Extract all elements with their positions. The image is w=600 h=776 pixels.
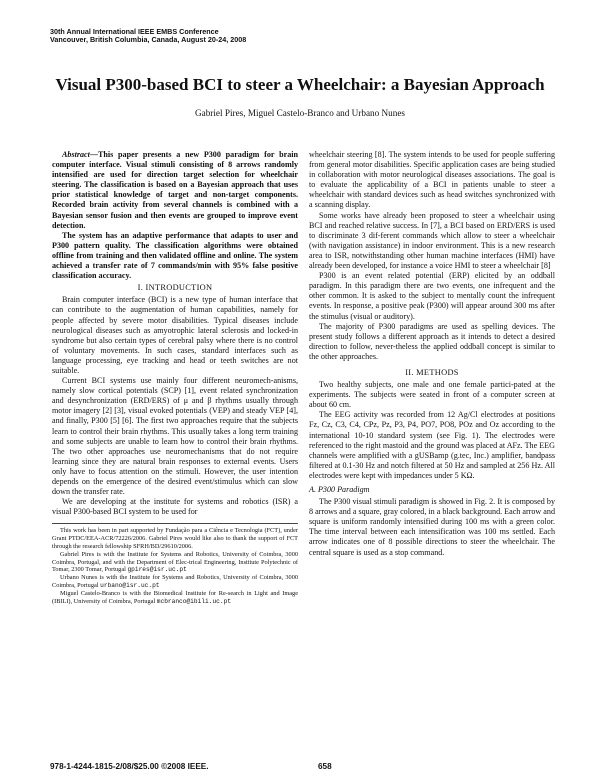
footnote-author-pires xyxy=(52,551,298,574)
paper-authors: Gabriel Pires, Miguel Castelo-Branco and Urbano Nunes xyxy=(195,108,405,118)
footer-isbn: 978-1-4244-1815-2/08/$25.00 ©2008 IEEE. xyxy=(50,762,209,771)
intro-paragraph-2: Current BCI systems use mainly four different neuromech-anisms, namely slow cortical potentials (SCP) [1], event related synchronization and desynchronization (ERD/ERS) of μ and β rhythms usually through motor imagery [2] [3], visual evoked potentials (VEP) and steady VEP [4], and finally, P300 [5] [6]. The first two approaches require that the subjects learn to control their brain rhythms. This usually takes a long term training and some subjects are unable to learn how to control their brain rhythms. The two other approaches use neuromechanisms that do not require learning since they are natural brain responses to external events. Users only have to focus attention on the stimuli. However, the user intention depends on the emergence of the desired event/stimulus which can slow down the transfer rate. xyxy=(52,376,298,497)
abstract-paragraph-2: The system has an adaptive performance that adapts to user and P300 pattern quality. The classification algorithms were obtained offline from training and then validated offline and online. The system achieved a transfer rate of 7 commands/min with 95% false positive classification accuracy. xyxy=(52,230,298,281)
footnote-author-castelo-branco-text: Miguel Castelo-Branco is with the Biomedical Institute for Re-search in Light and Image (IBILI), University of Coimbra, Portugal xyxy=(52,589,298,605)
right-column xyxy=(309,150,555,558)
abstract-label: Abstract xyxy=(62,150,90,159)
right-paragraph-4: The majority of P300 paradigms are used as spelling devices. The present study follows a different approach as it intends to detect a desired direction to follow, never-theless the applied oddball concept is similar to the other approaches. xyxy=(309,321,555,361)
abstract-text: —This paper presents a new P300 paradigm for brain computer interface. Visual stimuli consisting of 8 arrows randomly intensified are used for direction target selection for wheelchair steering. The classification is based on a Bayesian approach that uses prior statistical knowledge of target and non-target components. Recorded brain activity from several channels is combined with a Bayesian sensor fusion and then events are grouped to improve event detection. xyxy=(52,150,298,230)
paradigm-paragraph-1: The P300 visual stimuli paradigm is showed in Fig. 2. It is composed by 8 arrows and a square, gray colored, in a black background. Each arrow and square is uniform randomly intensified during 100 ms with a green color. The time interval between each intensification was 100 ms settled. Each arrow indicates one of 8 possible directions to steer the wheelchair. The central square is used as a stop command. xyxy=(309,497,555,557)
section-heading-methods: II. METHODS xyxy=(405,367,459,377)
right-paragraph-1: wheelchair steering [8]. The system intends to be used for people suffering from general motor disabilities. Specific application cases are being studied in collaboration with motor neurological diseases associations. The goal is to evaluate the applicability of a BCI in patients unable to steer a wheelchair with standard devices such as head switches synchronized with a scanning display. xyxy=(309,150,555,210)
footer-page-number: 658 xyxy=(318,762,332,771)
conference-location: Vancouver, British Columbia, Canada, August 20-24, 2008 xyxy=(50,35,247,45)
email-castelo-branco: mcbranco@ibili.uc.pt xyxy=(156,597,232,605)
left-column xyxy=(52,150,298,605)
subsection-heading-paradigm: A. P300 Paradigm xyxy=(309,485,370,494)
abstract-paragraph xyxy=(52,150,298,231)
footnote-author-nunes-text: Urbano Nunes is with the Institute for Systems and Robotics, University of Coimbra, 3000 Coimbra, Portugal xyxy=(52,574,298,589)
footnotes xyxy=(52,523,298,605)
right-paragraph-2: Some works have already been proposed to steer a wheelchair using BCI and reached relative success. In [7], a BCI based on ERD/ERS is used to discriminate 3 dif-ferent commands which allow to steer a wheelchair (with navigation assistance) in indoor environment. This is a new research area to ISR, notwithstanding other human machine interfaces (HMI) have already been developed, for instance a voice HMI to steer a wheelchair [8] xyxy=(309,210,555,271)
intro-paragraph-1: Brain computer interface (BCI) is a new type of human interface that can contribute to the augmentation of human capabilities, namely for people affected by severe motor disabilities. Typical diseases include neurological diseases such as amyotrophic lateral sclerosis and locked-in syndrome but also certain types of cerebral palsy where there is no control of voluntary movements. In such cases, standard interfaces such as language processing, eye tracking and head or teeth switches are not suitable. xyxy=(52,295,298,375)
footnote-author-pires-text: Gabriel Pires is with the Institute for Systems and Robotics, University of Coimbra, 3000 Coimbra, Portugal, and with the Department of Elec-trical Engineering, Institute Polytechnic of Tomar, 2300 Tomar, Portugal xyxy=(52,550,298,574)
paper-title: Visual P300-based BCI to steer a Wheelchair: a Bayesian Approach xyxy=(55,75,545,94)
conference-name: 30th Annual International IEEE EMBS Conference xyxy=(50,27,219,36)
methods-paragraph-1: Two healthy subjects, one male and one female partici-pated at the experiments. The subjects were seated in front of a computer screen at about 60 cm. xyxy=(309,380,555,410)
footnote-author-nunes xyxy=(52,574,298,590)
methods-paragraph-2: The EEG activity was recorded from 12 Ag/Cl electrodes at positions Fz, Cz, C3, C4, CPz, Pz, P3, P4, PO7, PO8, POz and Oz according to the international 10-10 standard system (see Fig. 1). The electrodes were referenced to the right mastoid and the ground was placed at AFz. The EEG channels were amplified with a gUSBamp (g.tec, Inc.) amplifier, bandpass filtered at 0.1-30 Hz and notch filtered at 50 Hz and sampled at 256 Hz. All electrodes were kept with impedances under 5 KΩ. xyxy=(309,410,555,480)
footnote-funding: This work has been in part supported by Fundação para a Ciência e Tecnologia (FCT), under Grant PTDC/EEA-ACR/72226/2006. Gabriel Pires would like also to thank the support of FCT through the research fellowship SFRH/BD/29610/2006. xyxy=(52,527,298,550)
right-paragraph-3: P300 is an event related potential (ERP) elicited by an oddball paradigm. In this paradigm there are two events, one infrequent and the other common. It is asked to the subject to mentally count the infrequent events. In response, a positive peak (P300) will appear around 300 ms after the stimulus (visual or auditory). xyxy=(309,271,555,321)
conference-header xyxy=(50,28,246,45)
email-nunes: urbano@isr.uc.pt xyxy=(100,581,160,589)
intro-paragraph-3: We are developing at the institute for systems and robotics (ISR) a visual P300-based BCI system to be used for xyxy=(52,497,298,517)
footnote-author-castelo-branco xyxy=(52,590,298,606)
email-pires: gpires@isr.uc.pt xyxy=(127,566,187,574)
section-heading-introduction: I. INTRODUCTION xyxy=(137,283,213,293)
